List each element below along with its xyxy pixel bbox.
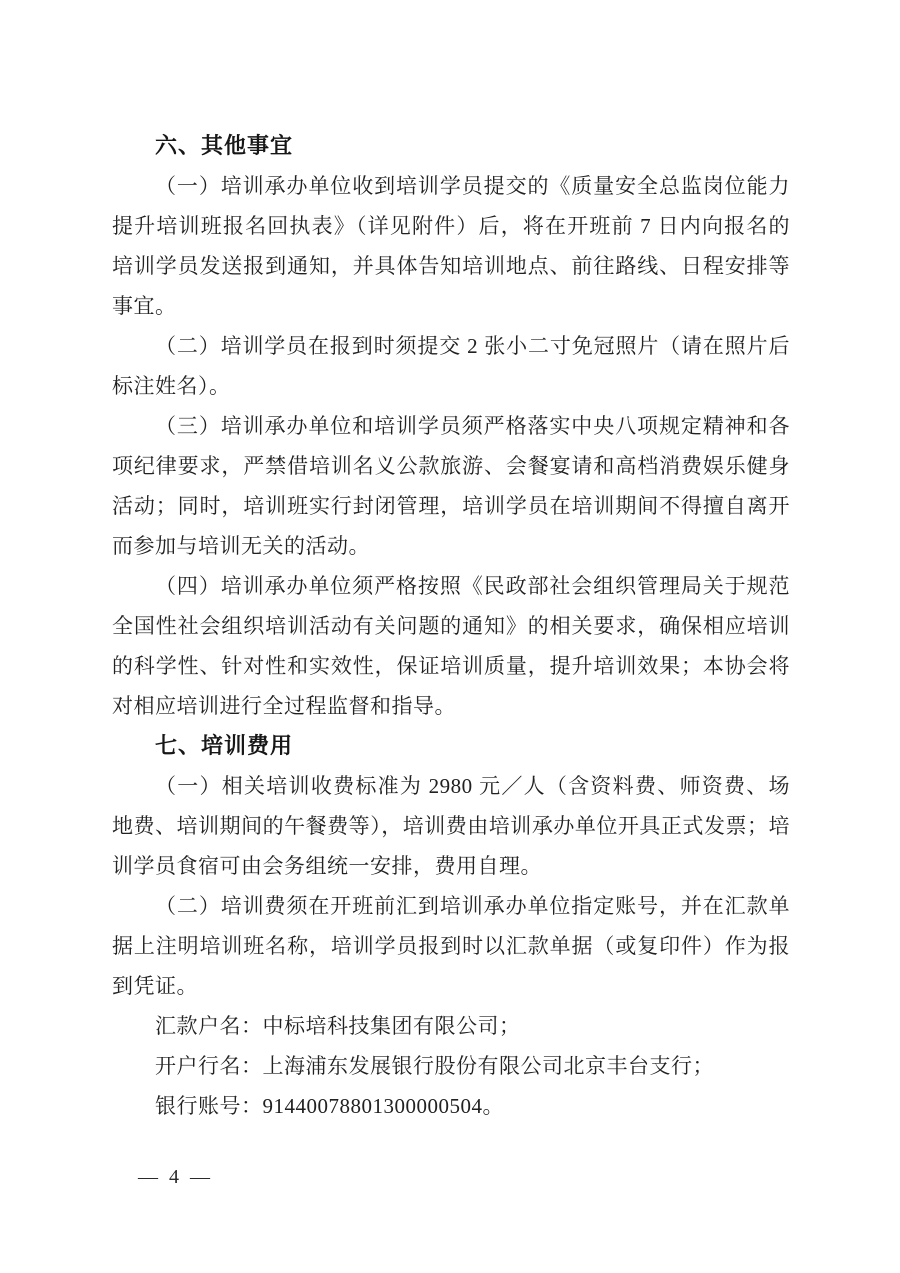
paragraph-training-fees-1: （一）相关培训收费标准为 2980 元／人（含资料费、师资费、场地费、培训期间的午餐费等），培训费由培训承办单位开具正式发票；培训学员食宿可由会务组统一安排，费用自理。 <box>112 774 790 878</box>
bank-detail-account-number: 银行账号：91440078801300000504。 <box>155 1094 504 1118</box>
section-heading-other-matters: 六、其他事宜 <box>155 133 294 158</box>
bank-detail-bank-name: 开户行名：上海浦东发展银行股份有限公司北京丰台支行； <box>155 1054 714 1078</box>
paragraph-training-fees-2: （二）培训费须在开班前汇到培训承办单位指定账号，并在汇款单据上注明培训班名称，培训学员报到时以汇款单据（或复印件）作为报到凭证。 <box>112 894 790 998</box>
page-number: — 4 — <box>138 1166 213 1188</box>
document-content <box>112 126 790 1126</box>
section-heading-training-fees: 七、培训费用 <box>155 733 294 758</box>
paragraph-other-matters-1: （一）培训承办单位收到培训学员提交的《质量安全总监岗位能力提升培训班报名回执表》（详见附件）后，将在开班前 7 日内向报名的培训学员发送报到通知，并具体告知培训地点、前往路线、日程安排等事宜。 <box>112 174 790 318</box>
paragraph-other-matters-4: （四）培训承办单位须严格按照《民政部社会组织管理局关于规范全国性社会组织培训活动有关问题的通知》的相关要求，确保相应培训的科学性、针对性和实效性，保证培训质量，提升培训效果；本协会将对相应培训进行全过程监督和指导。 <box>112 574 790 718</box>
bank-detail-account-name: 汇款户名：中标培科技集团有限公司； <box>155 1014 521 1038</box>
paragraph-other-matters-2: （二）培训学员在报到时须提交 2 张小二寸免冠照片（请在照片后标注姓名）。 <box>112 334 790 398</box>
paragraph-other-matters-3: （三）培训承办单位和培训学员须严格落实中央八项规定精神和各项纪律要求，严禁借培训名义公款旅游、会餐宴请和高档消费娱乐健身活动；同时，培训班实行封闭管理，培训学员在培训期间不得擅自离开而参加与培训无关的活动。 <box>112 414 790 558</box>
